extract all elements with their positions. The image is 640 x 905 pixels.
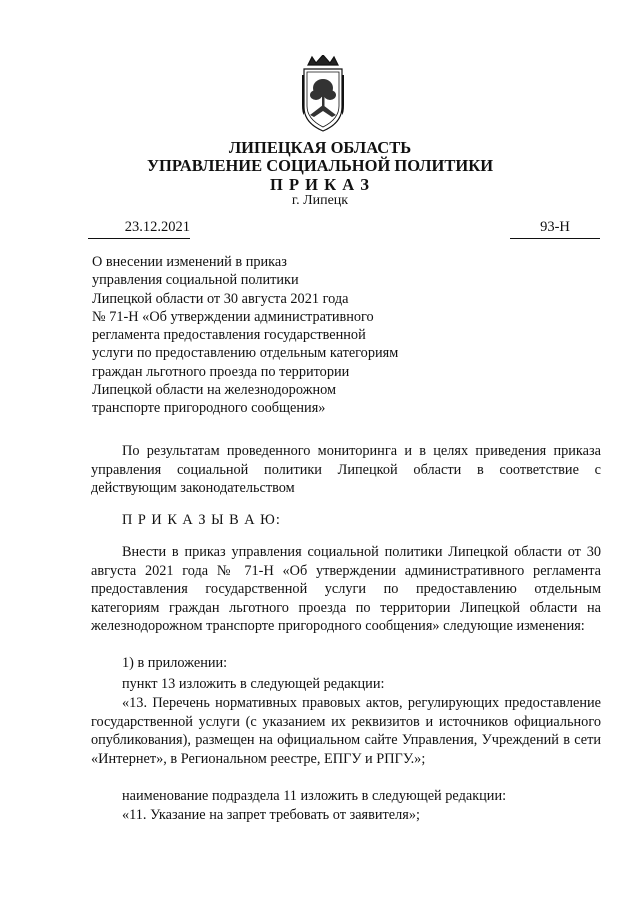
main-paragraph: Внести в приказ управления социальной политики Липецкой области от 30 августа 2021 года № 71-Н «Об утверждении административного регламента предоставления государственной услуги по предоставлению отдельным категориям граждан льготного проезда по территории Липецкой области на железнодорожном транспорте пригородного сообщения» следующие изменения:	[91, 544, 601, 635]
amendment-text-13: «13. Перечень нормативных правовых актов, регулирующих предоставление государственной услуги (с указанием их реквизитов и источников официального опубликования), размещен на официальном сайте Управления, Учреждений в сети «Интернет», в Региональном реестре, ЕПГУ и РПГУ.»;	[91, 695, 601, 767]
subject-line: услуги по предоставлению отдельным категориям	[92, 345, 399, 362]
document-subject	[92, 253, 422, 418]
subject-line: граждан льготного проезда по территории	[92, 363, 350, 380]
document-number: 93-Н	[510, 219, 600, 239]
subject-line: Липецкой области от 30 августа 2021 года	[92, 290, 349, 307]
subject-line: регламента предоставления государственной	[92, 327, 366, 344]
city-label: г. Липецк	[291, 193, 349, 208]
list-item-1: 1) в приложении:	[122, 655, 228, 671]
region-title: ЛИПЕЦКАЯ ОБЛАСТЬ	[228, 138, 412, 157]
subject-line: № 71-Н «Об утверждении административного	[92, 308, 374, 325]
department-title: УПРАВЛЕНИЕ СОЦИАЛЬНОЙ ПОЛИТИКИ	[146, 156, 494, 175]
subject-line: О внесении изменений в приказ	[92, 254, 287, 270]
subject-line: управления социальной политики	[92, 272, 299, 289]
amendment-paragraph: наименование подраздела 11 изложить в следующей редакции:	[122, 788, 507, 804]
preamble-paragraph: По результатам проведенного мониторинга и в целях приведения приказа управления социальной политики Липецкой области в соответствие с действующим законодательством	[91, 443, 601, 497]
subject-line: Липецкой области на железнодорожном	[92, 382, 337, 399]
coat-of-arms-icon	[298, 55, 348, 135]
amendment-text-11: «11. Указание на запрет требовать от заявителя»;	[122, 807, 420, 823]
amendment-paragraph: пункт 13 изложить в следующей редакции:	[122, 676, 385, 692]
subject-line: транспорте пригородного сообщения»	[92, 400, 326, 417]
document-date: 23.12.2021	[88, 219, 190, 239]
order-word: П Р И К А З Ы В А Ю:	[122, 512, 281, 528]
document-type: П Р И К А З	[270, 175, 370, 194]
